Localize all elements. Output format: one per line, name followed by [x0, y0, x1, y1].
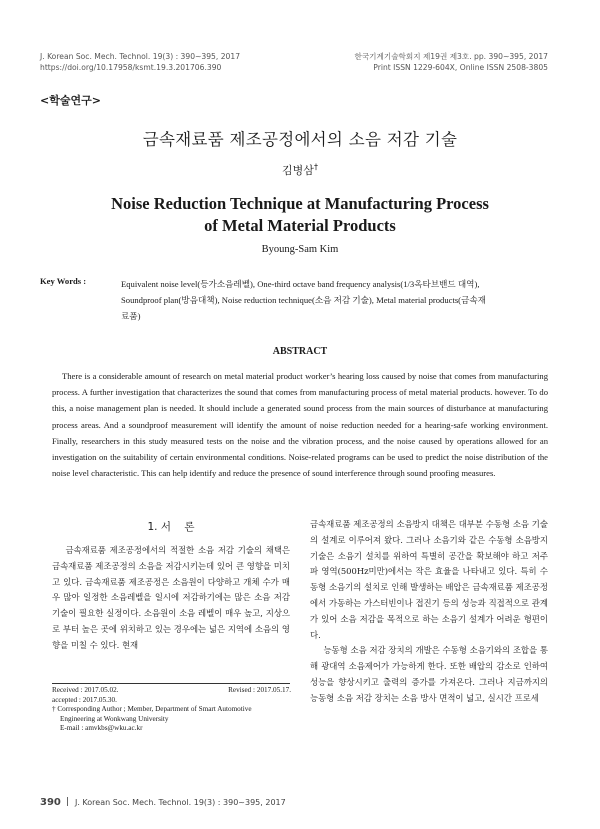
- section-1-heading: 1. 서 론: [147, 521, 195, 533]
- corresponding-mark: †: [52, 705, 56, 714]
- left-column-paragraph: 금속재료품 제조공정에서의 적절한 소음 저감 기술의 채택은 금속재료품 제조공정의 소음을 저감시키는데 있어 큰 영향을 미치고 있다. 금속재료품 제조공정은 소음원이 다양하고 개체 수가 매우 많아 일정한 소음레벨을 일시에 저감하기에는 많은 소음 저감 기술이 필요한 실정이다. 소음원이 소음 레벨이 매우 높고, 지상으로 부터 높은 곳에 위치하고 있는 경우에는 넓은 지역에 소음의 영향을 미칠 수 있다. 현재: [52, 545, 290, 650]
- keywords-list: [121, 276, 559, 324]
- accepted-date: accepted : 2017.05.30.: [52, 695, 117, 704]
- right-column-paragraph-2: 능동형 소음 저감 장치의 개발은 수동형 소음기와의 조합을 통해 광대역 소음제어가 가능하게 한다. 또한 배압의 감소로 인하여 성능을 향상시키고 출력의 증가를 가져온다. 그러나 지금까지의 능동형 소음 저감 장치는 소음 방사 면적이 넓고, 실시간 프로세: [310, 645, 548, 703]
- keywords-line3: 료품): [121, 311, 141, 321]
- author-korean: [0, 162, 600, 178]
- corresponding-author: [52, 705, 297, 715]
- page-footer: [40, 797, 286, 808]
- keywords-line2: Soundproof plan(방음대책), Noise reduction technique(소음 저감 기술), Metal material products(금속재: [121, 295, 486, 305]
- abstract-heading: ABSTRACT: [272, 346, 328, 357]
- header-journal-korean: 한국기계기술학회지 제19권 제3호. pp. 390~395, 2017: [354, 52, 548, 61]
- corresponding-email: E-mail : amvkbs@wku.ac.kr: [60, 724, 143, 733]
- header-issn: Print ISSN 1229-604X, Online ISSN 2508-3805: [373, 63, 548, 72]
- title-english-line2: of Metal Material Products: [204, 216, 396, 235]
- title-korean: 금속재료품 제조공정에서의 소음 저감 기술: [142, 130, 458, 149]
- author-english: Byoung-Sam Kim: [261, 244, 339, 255]
- header-doi: https://doi.org/10.17958/ksmt.19.3.201706.390: [40, 63, 222, 72]
- corresponding-line2: Engineering at Wonkwang University: [60, 714, 169, 723]
- corresponding-line1: Corresponding Author ; Member, Department of Smart Automotive: [57, 705, 252, 714]
- keywords-line1: Equivalent noise level(등가소음레벨), One-third octave band frequency analysis(1/3옥타브밴드 대역),: [121, 279, 480, 289]
- revised-date: Revised : 2017.05.17.: [228, 686, 291, 694]
- title-english-line1: Noise Reduction Technique at Manufacturing Process: [111, 194, 489, 213]
- author-mark: †: [313, 162, 318, 172]
- footer-citation: J. Korean Soc. Mech. Technol. 19(3) : 390~395, 2017: [74, 798, 286, 807]
- abstract-text: There is a considerable amount of research on metal material product worker’s hearing loss caused by noise that comes from manufacturing process. A further investigation that characterizes the sound that comes from manufacturing process of metal material products. however. To do this, a noise management plan is needed. It should include a generated sound process from the main sources of disturbance at manufacturing process areas. And a soundproof measurement will identify the amount of noise reduction needed for a hearing-safe working environment. Finally, researchers in this study measured tests on the noise and the vibration process, and the noise caused by operations allowed for an investigation on the suitability of certain environmental conditions. Noise-related programs can be used to predict the noise distribution of the noise level characteristic. This can help identify and reduce the presence of sound interference through sound proofing measures.: [52, 371, 548, 479]
- right-column: [310, 517, 548, 707]
- header-journal-citation: J. Korean Soc. Mech. Technol. 19(3) : 390~395, 2017: [40, 52, 241, 61]
- section-tag: <학술연구>: [40, 94, 101, 107]
- footnote-divider: [52, 683, 290, 684]
- keywords-label: Key Words :: [40, 276, 87, 286]
- received-date: Received : 2017.05.02.: [52, 686, 119, 694]
- footnote: [52, 686, 297, 734]
- page-number: 390: [40, 797, 61, 808]
- footer-separator: [67, 797, 68, 806]
- right-column-paragraph-1: 금속재료품 제조공정의 소음방지 대책은 대부분 수동형 소음 기술의 설계로 이루어져 왔다. 그러나 소음기와 같은 수동형 소음방지 기술은 소음기 설치를 위하여 특별히 공간을 확보해야 하고 저주파 영역(500Hz미만)에서는 작은 효율을 나타내고 있다. 특히 수동형 소음기의 설치로 인해 발생하는 배압은 금속재료품 제조공정에서 가동하는 가스터빈이나 접진기 등의 성능과 직접적으로 관계가 있어 소음 저감을 목적으로 하는 소음기 설계가 어려운 형편이다.: [310, 519, 548, 640]
- title-english: [0, 193, 600, 237]
- author-korean-name: 김병삼: [282, 164, 314, 177]
